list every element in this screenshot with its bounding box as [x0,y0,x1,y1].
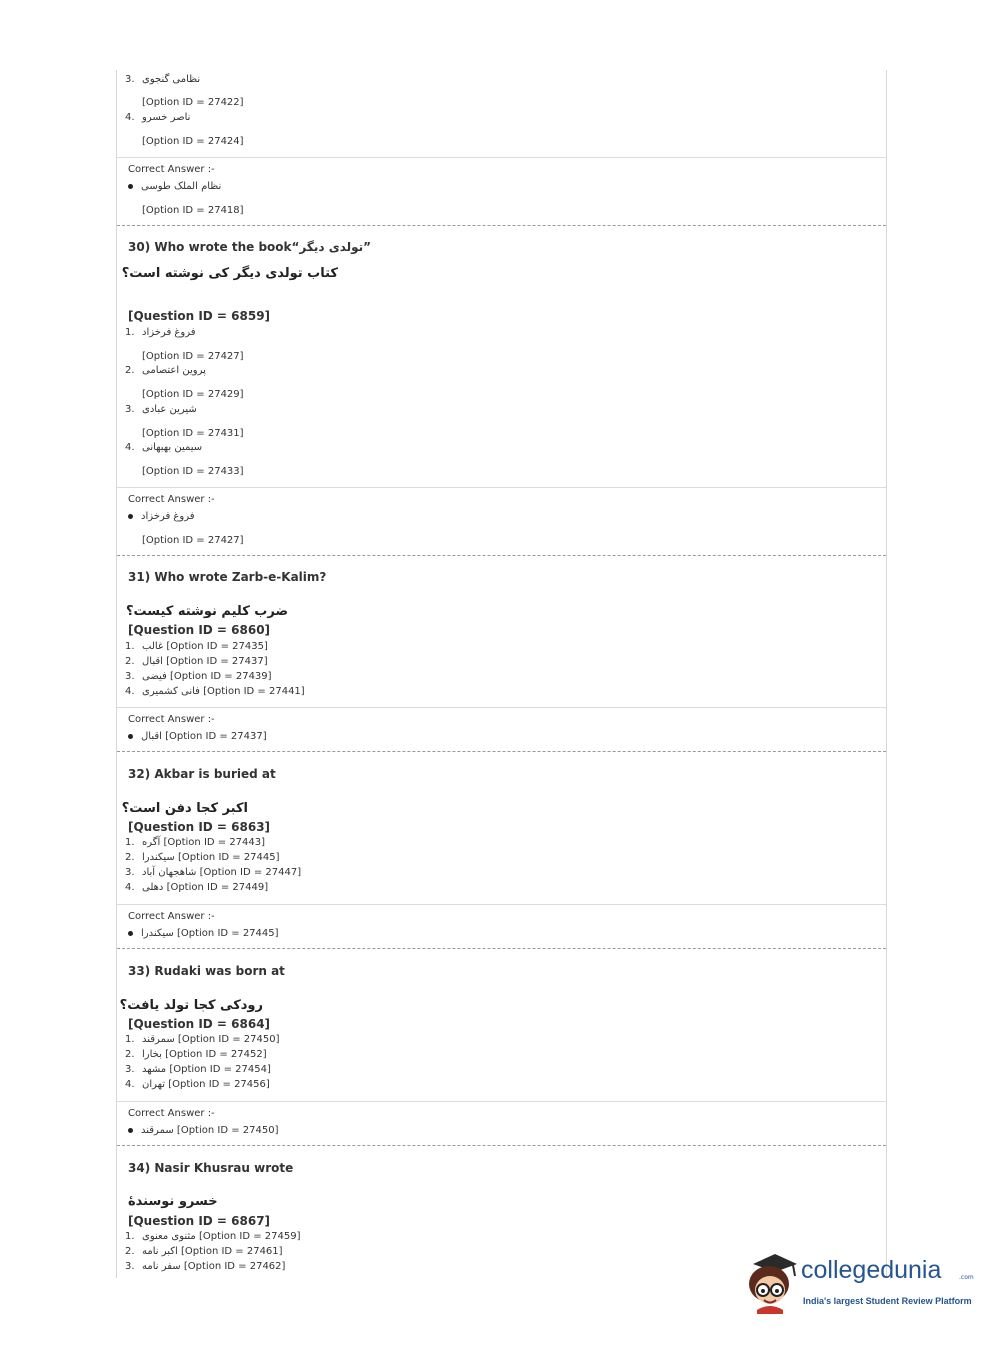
divider [117,904,886,905]
option-row: 4. تهران [Option ID = 27456] [125,1079,270,1090]
option-text: نظامی گنجوی [142,74,201,85]
correct-answer-row [128,928,279,939]
question-urdu: خسرو نوسندهٔ [128,1194,218,1209]
option-id: [Option ID = 27422] [142,97,244,108]
correct-answer-label: Correct Answer :- [128,164,215,175]
option-text: غالب [142,641,164,652]
question-separator [117,751,886,752]
option-text: سمرقند [142,1034,175,1045]
option-id: [Option ID = 27441] [203,686,305,697]
question-id: [Question ID = 6863] [128,820,271,834]
option-text: پروین اعتصامی [142,365,206,376]
bullet-icon [128,514,133,519]
option-id: [Option ID = 27452] [165,1049,267,1060]
option-text: شاهجهان آباد [142,867,197,878]
correct-answer-row [128,731,267,742]
correct-answer-label: Correct Answer :- [128,1108,215,1119]
option-row: 4. سیمین بهبهانی [125,442,203,453]
option-id: [Option ID = 27454] [169,1064,271,1075]
correct-answer-id: [Option ID = 27437] [165,731,267,742]
option-id: [Option ID = 27429] [142,389,244,400]
bullet-icon [128,734,133,739]
logo-name: collegedunia [801,1256,942,1284]
correct-answer-label: Correct Answer :- [128,911,215,922]
option-id: [Option ID = 27435] [166,641,268,652]
logo-dotcom: .com [959,1274,974,1281]
question-urdu: رودکی کجا تولد یافت؟ [119,998,263,1013]
question-urdu: اکبر کجا دفن است؟ [121,801,248,816]
question-id: [Question ID = 6860] [128,623,271,637]
option-id: [Option ID = 27461] [181,1246,283,1257]
divider [117,487,886,488]
option-text: بخارا [142,1049,162,1060]
question-title: 31) Who wrote Zarb-e-Kalim? [128,570,327,584]
option-text: اقبال [142,656,163,667]
option-id: [Option ID = 27424] [142,136,244,147]
option-id: [Option ID = 27443] [163,837,266,848]
option-id: [Option ID = 27456] [168,1079,270,1090]
option-row: 1. غالب [Option ID = 27435] [125,641,268,652]
mascot-icon [743,1250,801,1314]
option-row: 3. نظامی گنجوی [125,74,201,85]
bullet-icon [128,1128,133,1133]
divider [117,157,886,158]
option-text: سیمین بهبهانی [142,442,203,453]
option-row: 1. سمرقند [Option ID = 27450] [125,1034,280,1045]
option-id: [Option ID = 27439] [170,671,272,682]
correct-answer-row [128,181,221,192]
collegedunia-logo[interactable] [743,1250,973,1320]
correct-answer-row [128,511,195,522]
exam-page [116,70,887,1278]
option-row: 2. اکبر نامه [Option ID = 27461] [125,1246,283,1257]
option-text: دهلی [142,882,164,893]
option-text: آگره [142,837,161,848]
option-text: سیکندرا [142,852,175,863]
option-id: [Option ID = 27433] [142,466,244,477]
option-row: 2. بخارا [Option ID = 27452] [125,1049,267,1060]
question-id: [Question ID = 6859] [128,309,271,323]
question-urdu: کتاب تولدی دیگر کی نوشته است؟ [121,266,338,281]
option-id: [Option ID = 27459] [198,1231,301,1242]
question-separator [117,555,886,556]
option-id: [Option ID = 27450] [177,1034,280,1045]
correct-answer-label: Correct Answer :- [128,714,215,725]
correct-answer-id: [Option ID = 27427] [142,535,244,546]
logo-tagline: India's largest Student Review Platform [803,1296,972,1306]
correct-answer-text: نظام الملک طوسی [141,181,222,192]
bullet-icon [128,931,133,936]
question-urdu: ضرب کلیم نوشته کیست؟ [125,604,288,619]
correct-answer-id: [Option ID = 27418] [142,205,244,216]
question-id: [Question ID = 6867] [128,1214,271,1228]
question-title: 34) Nasir Khusrau wrote [128,1161,294,1175]
option-row: 3. شاهجهان آباد [Option ID = 27447] [125,867,302,878]
bullet-icon [128,184,133,189]
question-separator [117,225,886,226]
option-text: سفر نامه [142,1261,181,1272]
option-row: 3. مشهد [Option ID = 27454] [125,1064,271,1075]
option-id: [Option ID = 27427] [142,351,244,362]
option-text: تهران [142,1079,166,1090]
option-text: اکبر نامه [142,1246,178,1257]
option-text: فانی کشمیری [142,686,200,697]
option-id: [Option ID = 27447] [199,867,302,878]
divider [117,1101,886,1102]
option-row: 2. سیکندرا [Option ID = 27445] [125,852,280,863]
option-row: 2. پروین اعتصامی [125,365,206,376]
option-row: 2. اقبال [Option ID = 27437] [125,656,268,667]
option-row: 3. فیضی [Option ID = 27439] [125,671,272,682]
question-title: 32) Akbar is buried at [128,767,276,781]
option-id: [Option ID = 27462] [183,1261,286,1272]
question-title: 30) Who wrote the book“تولدی دیگر” [128,240,372,254]
option-row: 4. فانی کشمیری [Option ID = 27441] [125,686,305,697]
correct-answer-id: [Option ID = 27450] [176,1125,279,1136]
question-separator [117,948,886,949]
correct-answer-text: اقبال [141,731,162,742]
correct-answer-label: Correct Answer :- [128,494,215,505]
correct-answer-text: سمرقند [141,1125,174,1136]
option-row: 4. دهلی [Option ID = 27449] [125,882,269,893]
correct-answer-text: سیکندرا [141,928,174,939]
option-text: ناصر خسرو [142,112,191,123]
option-row: 3. شیرین عبادی [125,404,197,415]
question-id: [Question ID = 6864] [128,1017,271,1031]
correct-answer-id: [Option ID = 27445] [176,928,279,939]
divider [117,707,886,708]
option-row: 1. آگره [Option ID = 27443] [125,837,266,848]
option-text: فروغ فرخزاد [142,327,196,338]
question-title: 33) Rudaki was born at [128,964,285,978]
option-row: 1. مثنوی معنوی [Option ID = 27459] [125,1231,301,1242]
correct-answer-row [128,1125,278,1136]
question-separator [117,1145,886,1146]
option-row: 1. فروغ فرخزاد [125,327,196,338]
option-row: 3. سفر نامه [Option ID = 27462] [125,1261,286,1272]
option-id: [Option ID = 27449] [166,882,269,893]
option-id: [Option ID = 27445] [177,852,280,863]
option-text: شیرین عبادی [142,404,197,415]
option-id: [Option ID = 27431] [142,428,244,439]
option-text: فیضی [142,671,167,682]
option-text: مثنوی معنوی [142,1231,196,1242]
option-row: 4. ناصر خسرو [125,112,191,123]
option-id: [Option ID = 27437] [166,656,268,667]
option-text: مشهد [142,1064,167,1075]
correct-answer-text: فروغ فرخزاد [141,511,195,522]
